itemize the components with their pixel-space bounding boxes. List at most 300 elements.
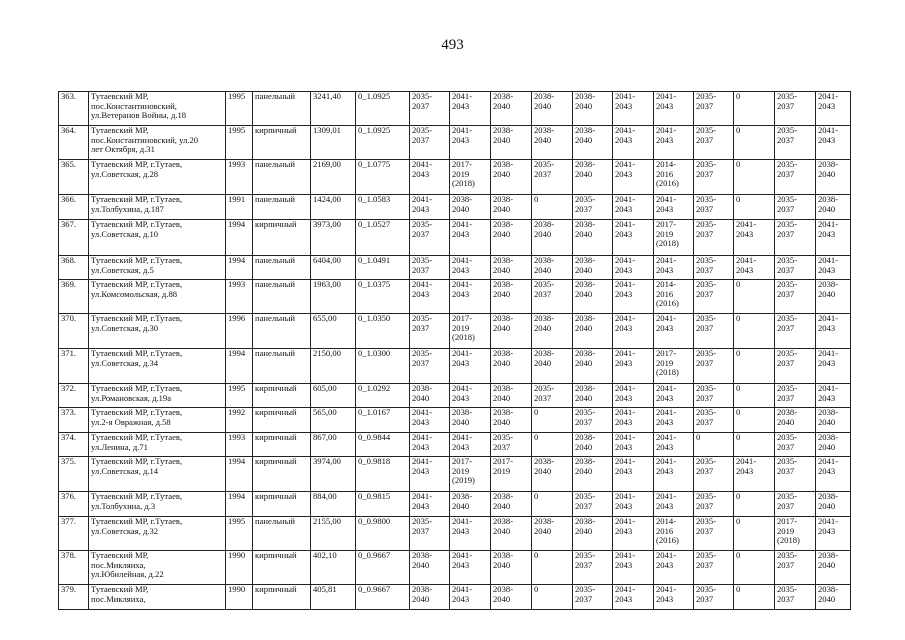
- period-cell: 2041- 2043: [410, 433, 450, 457]
- period-cell: 2017- 2019 (2018): [654, 220, 694, 256]
- period-cell: 2035- 2037: [410, 256, 450, 280]
- period-cell: 2038- 2040: [532, 256, 573, 280]
- period-cell: 2041- 2043: [816, 126, 851, 160]
- period-cell: 2035- 2037: [775, 349, 816, 384]
- wall-material-cell: панельный: [253, 160, 311, 195]
- table-row: [59, 220, 851, 256]
- period-cell: 2041- 2043: [816, 92, 851, 126]
- wall-material-cell: панельный: [253, 349, 311, 384]
- period-cell: 2017- 2019 (2019): [450, 457, 491, 492]
- period-cell: 2038- 2040: [491, 220, 532, 256]
- period-cell: 2041- 2043: [654, 408, 694, 433]
- priority-index-cell: 0_0.9667: [356, 585, 410, 610]
- period-cell: 0: [734, 384, 775, 408]
- period-cell: 2041- 2043: [450, 256, 491, 280]
- wall-material-cell: панельный: [253, 92, 311, 126]
- period-cell: 2035- 2037: [775, 492, 816, 517]
- period-cell: 0: [734, 126, 775, 160]
- period-cell: 2038- 2040: [532, 92, 573, 126]
- period-cell: 2041- 2043: [734, 220, 775, 256]
- period-cell: 2035- 2037: [694, 220, 734, 256]
- row-number: 375.: [59, 457, 89, 492]
- period-cell: 2035- 2037: [775, 314, 816, 349]
- row-number: 368.: [59, 256, 89, 280]
- wall-material-cell: панельный: [253, 195, 311, 220]
- period-cell: 2038- 2040: [491, 492, 532, 517]
- year-cell: 1992: [226, 408, 253, 433]
- year-cell: 1995: [226, 517, 253, 551]
- wall-material-cell: кирпичный: [253, 551, 311, 585]
- address-cell: Тутаевский МР, г.Тутаев, ул.Советская, д.34: [89, 349, 226, 384]
- period-cell: 2041- 2043: [654, 457, 694, 492]
- period-cell: 2041- 2043: [410, 457, 450, 492]
- period-cell: 2038- 2040: [491, 280, 532, 314]
- row-number: 364.: [59, 126, 89, 160]
- period-cell: 2041- 2043: [734, 256, 775, 280]
- period-cell: 2041- 2043: [450, 126, 491, 160]
- wall-material-cell: кирпичный: [253, 408, 311, 433]
- row-number: 376.: [59, 492, 89, 517]
- year-cell: 1994: [226, 457, 253, 492]
- wall-material-cell: кирпичный: [253, 126, 311, 160]
- period-cell: 2038- 2040: [491, 585, 532, 610]
- table-row: [59, 492, 851, 517]
- period-cell: 2041- 2043: [450, 551, 491, 585]
- period-cell: 2038- 2040: [491, 517, 532, 551]
- table-row: [59, 433, 851, 457]
- period-cell: 2038- 2040: [491, 195, 532, 220]
- period-cell: 2041- 2043: [613, 408, 654, 433]
- period-cell: 2038- 2040: [816, 551, 851, 585]
- period-cell: 2035- 2037: [410, 126, 450, 160]
- period-cell: 2041- 2043: [410, 492, 450, 517]
- period-cell: 2041- 2043: [654, 551, 694, 585]
- priority-index-cell: 0_0.9800: [356, 517, 410, 551]
- period-cell: 2035- 2037: [694, 492, 734, 517]
- period-cell: 0: [532, 492, 573, 517]
- period-cell: 2041- 2043: [816, 384, 851, 408]
- period-cell: 2038- 2040: [532, 517, 573, 551]
- table-row: [59, 92, 851, 126]
- period-cell: 2035- 2037: [573, 551, 613, 585]
- year-cell: 1994: [226, 220, 253, 256]
- period-cell: 2014- 2016 (2016): [654, 517, 694, 551]
- period-cell: 2035- 2037: [775, 280, 816, 314]
- period-cell: 0: [734, 492, 775, 517]
- period-cell: 2038- 2040: [491, 256, 532, 280]
- address-cell: Тутаевский МР, пос.Микляиха,: [89, 585, 226, 610]
- period-cell: 2038- 2040: [573, 92, 613, 126]
- period-cell: 2041- 2043: [613, 314, 654, 349]
- period-cell: 2038- 2040: [816, 195, 851, 220]
- row-number: 370.: [59, 314, 89, 349]
- period-cell: 2038- 2040: [573, 126, 613, 160]
- period-cell: 2035- 2037: [775, 160, 816, 195]
- period-cell: 2035- 2037: [573, 408, 613, 433]
- period-cell: 2038- 2040: [573, 517, 613, 551]
- period-cell: 2038- 2040: [573, 384, 613, 408]
- row-number: 377.: [59, 517, 89, 551]
- row-number: 379.: [59, 585, 89, 610]
- period-cell: 2041- 2043: [613, 585, 654, 610]
- period-cell: 2038- 2040: [532, 349, 573, 384]
- period-cell: 2017- 2019 (2018): [775, 517, 816, 551]
- area-cell: 2155,00: [311, 517, 356, 551]
- period-cell: 2035- 2037: [410, 517, 450, 551]
- period-cell: 0: [734, 195, 775, 220]
- period-cell: 2035- 2037: [532, 384, 573, 408]
- year-cell: 1991: [226, 195, 253, 220]
- year-cell: 1990: [226, 551, 253, 585]
- area-cell: 884,00: [311, 492, 356, 517]
- period-cell: 2035- 2037: [694, 551, 734, 585]
- area-cell: 402,10: [311, 551, 356, 585]
- period-cell: 2041- 2043: [613, 517, 654, 551]
- period-cell: 0: [532, 195, 573, 220]
- area-cell: 565,00: [311, 408, 356, 433]
- period-cell: 2038- 2040: [532, 126, 573, 160]
- table-row: [59, 280, 851, 314]
- period-cell: 2035- 2037: [775, 195, 816, 220]
- period-cell: 2041- 2043: [613, 92, 654, 126]
- period-cell: 2035- 2037: [410, 349, 450, 384]
- priority-index-cell: 0_1.0775: [356, 160, 410, 195]
- period-cell: 0: [532, 433, 573, 457]
- address-cell: Тутаевский МР, пос.Константиновский, ул.20 лет Октября, д.31: [89, 126, 226, 160]
- table-row: [59, 195, 851, 220]
- period-cell: 2035- 2037: [694, 408, 734, 433]
- period-cell: 2035- 2037: [775, 457, 816, 492]
- row-number: 367.: [59, 220, 89, 256]
- period-cell: 2041- 2043: [734, 457, 775, 492]
- priority-index-cell: 0_1.0300: [356, 349, 410, 384]
- period-cell: 2041- 2043: [654, 492, 694, 517]
- period-cell: 2041- 2043: [654, 256, 694, 280]
- period-cell: 2041- 2043: [410, 408, 450, 433]
- row-number: 378.: [59, 551, 89, 585]
- area-cell: 2150,00: [311, 349, 356, 384]
- year-cell: 1995: [226, 92, 253, 126]
- period-cell: 2035- 2037: [694, 92, 734, 126]
- period-cell: 0: [734, 433, 775, 457]
- table-row: [59, 585, 851, 610]
- period-cell: 2041- 2043: [816, 314, 851, 349]
- page-number: 493: [441, 37, 464, 53]
- period-cell: 2038- 2040: [816, 433, 851, 457]
- area-cell: 1309,01: [311, 126, 356, 160]
- priority-index-cell: 0_1.0583: [356, 195, 410, 220]
- period-cell: 2014- 2016 (2016): [654, 160, 694, 195]
- area-cell: 405,81: [311, 585, 356, 610]
- period-cell: 2038- 2040: [573, 220, 613, 256]
- period-cell: 2041- 2043: [654, 384, 694, 408]
- priority-index-cell: 0_0.9815: [356, 492, 410, 517]
- wall-material-cell: кирпичный: [253, 384, 311, 408]
- period-cell: 2035- 2037: [775, 92, 816, 126]
- table-row: [59, 551, 851, 585]
- period-cell: 0: [532, 585, 573, 610]
- period-cell: 2035- 2037: [775, 256, 816, 280]
- period-cell: 2041- 2043: [613, 195, 654, 220]
- priority-index-cell: 0_1.0292: [356, 384, 410, 408]
- priority-index-cell: 0_1.0925: [356, 92, 410, 126]
- area-cell: 6404,00: [311, 256, 356, 280]
- period-cell: 2038- 2040: [775, 408, 816, 433]
- period-cell: 0: [734, 160, 775, 195]
- period-cell: 2041- 2043: [654, 585, 694, 610]
- period-cell: 2041- 2043: [450, 349, 491, 384]
- period-cell: 2038- 2040: [573, 280, 613, 314]
- period-cell: 2038- 2040: [532, 457, 573, 492]
- period-cell: 2038- 2040: [816, 492, 851, 517]
- period-cell: 0: [734, 349, 775, 384]
- address-cell: Тутаевский МР, г.Тутаев, ул.Толбухина, д.3: [89, 492, 226, 517]
- period-cell: 2041- 2043: [654, 126, 694, 160]
- period-cell: 2035- 2037: [694, 160, 734, 195]
- period-cell: 2035- 2037: [694, 349, 734, 384]
- year-cell: 1995: [226, 384, 253, 408]
- period-cell: 2038- 2040: [450, 408, 491, 433]
- period-cell: 2035- 2037: [573, 585, 613, 610]
- priority-index-cell: 0_1.0527: [356, 220, 410, 256]
- year-cell: 1993: [226, 280, 253, 314]
- period-cell: 2035- 2037: [694, 314, 734, 349]
- period-cell: 2041- 2043: [450, 517, 491, 551]
- area-cell: 3974,00: [311, 457, 356, 492]
- area-cell: 1963,00: [311, 280, 356, 314]
- period-cell: 2041- 2043: [816, 256, 851, 280]
- period-cell: 2041- 2043: [613, 126, 654, 160]
- period-cell: 2041- 2043: [613, 280, 654, 314]
- address-cell: Тутаевский МР, г.Тутаев, ул.Романовская, д.19а: [89, 384, 226, 408]
- wall-material-cell: панельный: [253, 280, 311, 314]
- wall-material-cell: кирпичный: [253, 457, 311, 492]
- wall-material-cell: панельный: [253, 256, 311, 280]
- area-cell: 655,00: [311, 314, 356, 349]
- period-cell: 2038- 2040: [491, 349, 532, 384]
- wall-material-cell: кирпичный: [253, 585, 311, 610]
- period-cell: 2038- 2040: [573, 160, 613, 195]
- period-cell: 2035- 2037: [694, 384, 734, 408]
- period-cell: 2041- 2043: [816, 349, 851, 384]
- row-number: 373.: [59, 408, 89, 433]
- table-row: [59, 384, 851, 408]
- row-number: 366.: [59, 195, 89, 220]
- period-cell: 2041- 2043: [654, 195, 694, 220]
- wall-material-cell: кирпичный: [253, 492, 311, 517]
- period-cell: 2035- 2037: [410, 314, 450, 349]
- period-cell: 2041- 2043: [450, 585, 491, 610]
- period-cell: 2035- 2037: [410, 92, 450, 126]
- period-cell: 2038- 2040: [816, 408, 851, 433]
- year-cell: 1990: [226, 585, 253, 610]
- address-cell: Тутаевский МР, г.Тутаев, ул.Ленина, д.71: [89, 433, 226, 457]
- period-cell: 2041- 2043: [613, 256, 654, 280]
- period-cell: 2035- 2037: [694, 195, 734, 220]
- period-cell: 2035- 2037: [775, 585, 816, 610]
- period-cell: 2041- 2043: [613, 551, 654, 585]
- period-cell: 2041- 2043: [654, 92, 694, 126]
- table-row: [59, 408, 851, 433]
- period-cell: 2038- 2040: [573, 433, 613, 457]
- period-cell: 2017- 2019 (2018): [654, 349, 694, 384]
- housing-repair-schedule-table: [58, 91, 851, 610]
- period-cell: 2035- 2037: [775, 384, 816, 408]
- row-number: 369.: [59, 280, 89, 314]
- period-cell: 2038- 2040: [410, 384, 450, 408]
- year-cell: 1994: [226, 492, 253, 517]
- year-cell: 1996: [226, 314, 253, 349]
- table-row: [59, 160, 851, 195]
- wall-material-cell: кирпичный: [253, 433, 311, 457]
- period-cell: 2038- 2040: [491, 384, 532, 408]
- period-cell: 2038- 2040: [816, 160, 851, 195]
- period-cell: 0: [532, 551, 573, 585]
- period-cell: 2038- 2040: [450, 492, 491, 517]
- row-number: 365.: [59, 160, 89, 195]
- year-cell: 1995: [226, 126, 253, 160]
- period-cell: 2035- 2037: [694, 457, 734, 492]
- period-cell: 2035- 2037: [694, 280, 734, 314]
- period-cell: 2035- 2037: [573, 492, 613, 517]
- period-cell: 2035- 2037: [694, 126, 734, 160]
- address-cell: Тутаевский МР, пос.Константиновский, ул.Ветеранов Войны, д.18: [89, 92, 226, 126]
- year-cell: 1994: [226, 349, 253, 384]
- period-cell: 2041- 2043: [613, 384, 654, 408]
- period-cell: 0: [734, 551, 775, 585]
- year-cell: 1993: [226, 433, 253, 457]
- period-cell: 2038- 2040: [573, 314, 613, 349]
- period-cell: 2035- 2037: [775, 126, 816, 160]
- period-cell: 0: [532, 408, 573, 433]
- wall-material-cell: кирпичный: [253, 220, 311, 256]
- address-cell: Тутаевский МР, пос.Микляиха, ул.Юбилейная, д.22: [89, 551, 226, 585]
- period-cell: 2017- 2019: [491, 457, 532, 492]
- period-cell: 2017- 2019 (2018): [450, 314, 491, 349]
- priority-index-cell: 0_0.9844: [356, 433, 410, 457]
- period-cell: 2041- 2043: [816, 517, 851, 551]
- period-cell: 2035- 2037: [775, 551, 816, 585]
- period-cell: 2035- 2037: [775, 220, 816, 256]
- table-row: [59, 349, 851, 384]
- period-cell: 2035- 2037: [532, 160, 573, 195]
- period-cell: 2041- 2043: [654, 433, 694, 457]
- area-cell: 3973,00: [311, 220, 356, 256]
- table-row: [59, 256, 851, 280]
- address-cell: Тутаевский МР, г.Тутаев, ул.Комсомольская, д.88: [89, 280, 226, 314]
- period-cell: 2038- 2040: [573, 256, 613, 280]
- wall-material-cell: панельный: [253, 314, 311, 349]
- address-cell: Тутаевский МР, г.Тутаев, ул.Толбухина, д.187: [89, 195, 226, 220]
- priority-index-cell: 0_1.0167: [356, 408, 410, 433]
- period-cell: 2035- 2037: [694, 585, 734, 610]
- year-cell: 1994: [226, 256, 253, 280]
- area-cell: 2169,00: [311, 160, 356, 195]
- period-cell: 2041- 2043: [613, 433, 654, 457]
- period-cell: 2041- 2043: [613, 160, 654, 195]
- period-cell: 2035- 2037: [573, 195, 613, 220]
- period-cell: 2038- 2040: [450, 195, 491, 220]
- row-number: 363.: [59, 92, 89, 126]
- row-number: 374.: [59, 433, 89, 457]
- period-cell: 2014- 2016 (2016): [654, 280, 694, 314]
- address-cell: Тутаевский МР, г.Тутаев, ул.Советская, д.5: [89, 256, 226, 280]
- period-cell: 2041- 2043: [613, 457, 654, 492]
- priority-index-cell: 0_0.9818: [356, 457, 410, 492]
- period-cell: 2041- 2043: [613, 349, 654, 384]
- period-cell: 2041- 2043: [613, 220, 654, 256]
- period-cell: 2035- 2037: [694, 517, 734, 551]
- period-cell: 2041- 2043: [410, 160, 450, 195]
- period-cell: 2038- 2040: [410, 551, 450, 585]
- priority-index-cell: 0_1.0350: [356, 314, 410, 349]
- priority-index-cell: 0_1.0925: [356, 126, 410, 160]
- year-cell: 1993: [226, 160, 253, 195]
- table-row: [59, 457, 851, 492]
- period-cell: 2038- 2040: [573, 457, 613, 492]
- period-cell: 2038- 2040: [491, 126, 532, 160]
- period-cell: 2041- 2043: [450, 92, 491, 126]
- period-cell: 0: [734, 408, 775, 433]
- period-cell: 0: [694, 433, 734, 457]
- period-cell: 2038- 2040: [532, 314, 573, 349]
- period-cell: 2041- 2043: [410, 195, 450, 220]
- period-cell: 0: [734, 92, 775, 126]
- address-cell: Тутаевский МР, г.Тутаев, ул.Советская, д.32: [89, 517, 226, 551]
- area-cell: 867,00: [311, 433, 356, 457]
- period-cell: 2041- 2043: [613, 492, 654, 517]
- table-row: [59, 517, 851, 551]
- period-cell: 0: [734, 280, 775, 314]
- period-cell: 2035- 2037: [532, 280, 573, 314]
- period-cell: 2035- 2037: [694, 256, 734, 280]
- period-cell: 2038- 2040: [816, 585, 851, 610]
- priority-index-cell: 0_1.0375: [356, 280, 410, 314]
- period-cell: 2035- 2037: [775, 433, 816, 457]
- priority-index-cell: 0_1.0491: [356, 256, 410, 280]
- wall-material-cell: панельный: [253, 517, 311, 551]
- period-cell: 2038- 2040: [532, 220, 573, 256]
- period-cell: 2041- 2043: [450, 384, 491, 408]
- period-cell: 2038- 2040: [491, 408, 532, 433]
- period-cell: 2041- 2043: [410, 280, 450, 314]
- row-number: 372.: [59, 384, 89, 408]
- period-cell: 0: [734, 517, 775, 551]
- period-cell: 2038- 2040: [491, 160, 532, 195]
- address-cell: Тутаевский МР, г.Тутаев, ул.Советская, д.28: [89, 160, 226, 195]
- area-cell: 3241,40: [311, 92, 356, 126]
- period-cell: 2041- 2043: [450, 220, 491, 256]
- period-cell: 2038- 2040: [816, 280, 851, 314]
- period-cell: 0: [734, 314, 775, 349]
- period-cell: 2038- 2040: [491, 551, 532, 585]
- period-cell: 0: [734, 585, 775, 610]
- area-cell: 605,00: [311, 384, 356, 408]
- period-cell: 2038- 2040: [491, 92, 532, 126]
- period-cell: 2038- 2040: [491, 314, 532, 349]
- period-cell: 2038- 2040: [410, 585, 450, 610]
- address-cell: Тутаевский МР, г.Тутаев, ул.Советская, д.14: [89, 457, 226, 492]
- period-cell: 2038- 2040: [573, 349, 613, 384]
- table-row: [59, 314, 851, 349]
- period-cell: 2041- 2043: [450, 280, 491, 314]
- priority-index-cell: 0_0.9667: [356, 551, 410, 585]
- table-row: [59, 126, 851, 160]
- period-cell: 2041- 2043: [816, 457, 851, 492]
- area-cell: 1424,00: [311, 195, 356, 220]
- period-cell: 2041- 2043: [654, 314, 694, 349]
- address-cell: Тутаевский МР, г.Тутаев, ул.Советская, д.30: [89, 314, 226, 349]
